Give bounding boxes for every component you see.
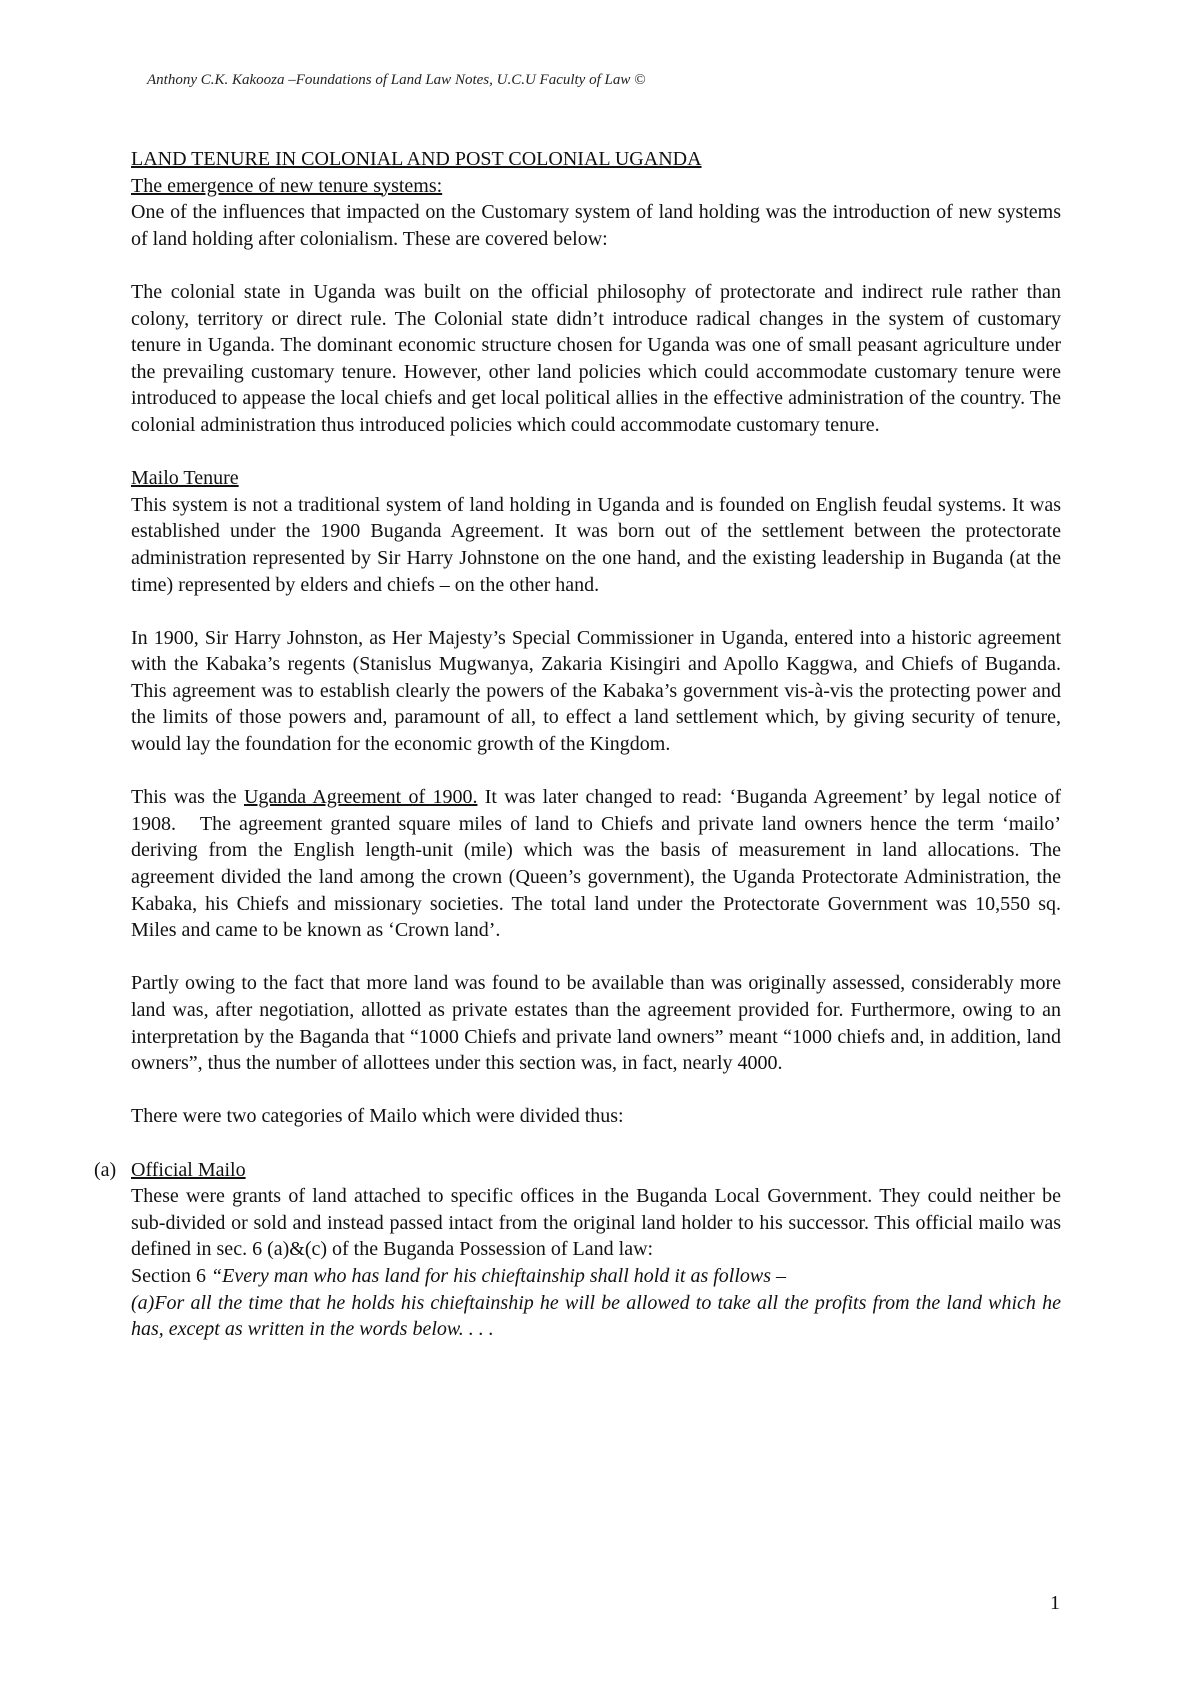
section-6-clause-a: (a)For all the time that he holds his chieftainship he will be allowed to take all the profits from the land which he has, except as written in the words below. . . . <box>131 1291 1061 1341</box>
subheading-mailo-tenure: Mailo Tenure <box>131 467 239 490</box>
section-6-quote: “Every man who has land for his chieftainship shall hold it as follows – <box>211 1264 787 1287</box>
document-title: LAND TENURE IN COLONIAL AND POST COLONIAL UGANDA <box>131 148 702 170</box>
list-marker-a: (a) <box>94 1158 117 1181</box>
paragraph-1900-agreement: In 1900, Sir Harry Johnston, as Her Majesty’s Special Commissioner in Uganda, entered into a historic agreement with the Kabaka’s regents (Stanislus Mugwanya, Zakaria Kisingiri and Apollo Kaggwa, and Chiefs of Buganda. This agreement was to establish clearly the powers of the Kabaka’s government vis-à-vis the protecting power and the limits of those powers and, paramount of all, to effect a land settlement which, by giving security of tenure, would lay the foundation for the economic growth of the Kingdom. <box>131 626 1061 756</box>
paragraph-colonial-state: The colonial state in Uganda was built on the official philosophy of protectorate and indirect rule rather than colony, territory or direct rule. The Colonial state didn’t introduce radical changes in the system of customary tenure in Uganda. The dominant economic structure chosen for Uganda was one of small peasant agriculture under the prevailing customary tenure. However, other land policies which could accommodate customary tenure were introduced to appease the local chiefs and get local political allies in the effective administration of the country. The colonial administration thus introduced policies which could accommodate customary tenure. <box>131 280 1061 436</box>
paragraph-uganda-agreement <box>131 784 1067 944</box>
official-mailo-heading: Official Mailo <box>131 1158 246 1181</box>
document-body <box>94 146 1067 1343</box>
running-header: Anthony C.K. Kakooza –Foundations of Land Law Notes, U.C.U Faculty of Law © <box>147 72 646 88</box>
page-number: 1 <box>1050 1592 1060 1614</box>
list-item-official-mailo <box>94 1157 1061 1343</box>
paragraph-mailo: This system is not a traditional system of land holding in Uganda and is founded on English feudal systems. It was established under the 1900 Buganda Agreement. It was born out of the settlement between the protectorate administration represented by Sir Harry Johnstone on the one hand, and the existing leadership in Buganda (at the time) represented by elders and chiefs – on the other hand. <box>131 493 1061 596</box>
paragraph-two-categories: There were two categories of Mailo which were divided thus: <box>131 1105 624 1128</box>
uganda-agreement-reference: Uganda Agreement of 1900. <box>243 786 478 809</box>
paragraph-official-mailo: These were grants of land attached to specific offices in the Buganda Local Government. They could neither be sub-divided or sold and instead passed intact from the original land holder to his successor. This official mailo was defined in sec. 6 (a)&(c) of the Buganda Possession of Land law: <box>131 1185 1061 1261</box>
subheading-emergence: The emergence of new tenure systems: <box>131 174 443 197</box>
agreement-prefix: This was the <box>131 786 244 809</box>
paragraph-partly-owing: Partly owing to the fact that more land was found to be available than was originally assessed, considerably more land was, after negotiation, allotted as private estates than the agreement provided for. Furthermore, owing to an interpretation by the Baganda that “1000 Chiefs and private land owners” meant “1000 chiefs and, in addition, land owners”, thus the number of allottees under this section was, in fact, nearly 4000. <box>131 972 1061 1075</box>
agreement-rest: It was later changed to read: ‘Buganda Agreement’ by legal notice of 1908. The agreement granted square miles of land to Chiefs and private land owners hence the term ‘mailo’ deriving from the English length-unit (mile) which was the basis of measurement in land allocations. The agreement divided the land among the crown (Queen’s government), the Uganda Protectorate Administration, the Kabaka, his Chiefs and missionary societies. The total land under the Protectorate Government was 10,550 sq. Miles and came to be known as ‘Crown land’. <box>131 786 1067 942</box>
section-6-prefix: Section 6 <box>131 1264 211 1287</box>
paragraph-intro: One of the influences that impacted on the Customary system of land holding was the introduction of new systems of land holding after colonialism. These are covered below: <box>131 201 1061 250</box>
section-6-quote-line <box>131 1263 1061 1290</box>
